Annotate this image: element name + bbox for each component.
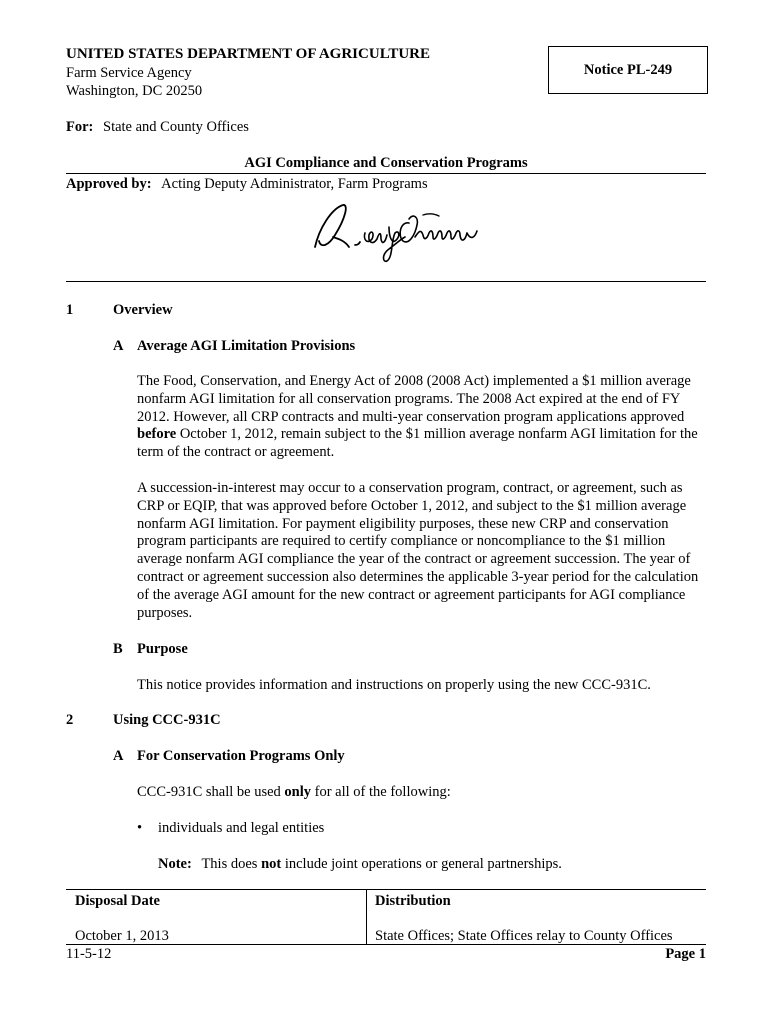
p1-text-end: October 1, 2012, remain subject to the $1 million average nonfarm AGI limitation for the term of the contract or agreement. [137, 426, 698, 461]
section-1a-letter: A [113, 338, 124, 354]
section-2a-title: For Conservation Programs Only [137, 748, 345, 764]
note-label: Note: [158, 856, 192, 872]
title-rule [66, 173, 706, 174]
approved-label: Approved by: [66, 176, 152, 192]
disposal-date-value: October 1, 2013 [75, 928, 169, 944]
notice-box [548, 46, 708, 94]
distribution-value: State Offices; State Offices relay to County Offices [375, 928, 673, 944]
approved-value: Acting Deputy Administrator, Farm Programs [161, 176, 428, 192]
notice-title: AGI Compliance and Conservation Programs [244, 155, 528, 171]
p1-text-start: The Food, Conservation, and Energy Act of 2008 (2008 Act) implemented a $1 million average nonfarm AGI limitation for all conservation programs. The 2008 Act expired at the end of FY 2012. However, all CRP contracts and multi-year conservation program applications approved [137, 373, 691, 425]
s2-text-start: CCC-931C shall be used [137, 784, 285, 800]
signature-image [305, 195, 485, 265]
s2-text-end: for all of the following: [311, 784, 451, 800]
section-2a-paragraph [137, 784, 707, 802]
distribution-label: Distribution [375, 893, 451, 909]
section-1a-title: Average AGI Limitation Provisions [137, 338, 356, 354]
for-value: State and County Offices [103, 119, 249, 135]
section-1b-title: Purpose [137, 641, 188, 657]
issue-date: 11-5-12 [66, 946, 112, 962]
s2-emphasis: only [284, 784, 312, 800]
agency-location: Washington, DC 20250 [66, 83, 203, 99]
bullet-glyph: • [137, 820, 143, 836]
section-1-title: Overview [113, 302, 173, 318]
agency-name: Farm Service Agency [66, 65, 192, 81]
page-number: Page 1 [665, 946, 706, 962]
for-label: For: [66, 119, 94, 135]
section-2-title: Using CCC-931C [113, 712, 221, 728]
approved-line [66, 176, 428, 193]
for-line [66, 119, 249, 136]
section-1b-letter: B [113, 641, 123, 657]
footer-top-rule [66, 889, 706, 890]
note-emphasis: not [261, 856, 282, 872]
section-1a-paragraph-1 [137, 373, 707, 462]
note-line [158, 856, 562, 873]
section-1a-paragraph-2: A succession-in-interest may occur to a conservation program, contract, or agreement, such as CRP or EQIP, that was approved before October 1, 2012, and subject to the $1 million average nonfarm AGI limitation. For payment eligibility purposes, these new CRP and conservation program participants are required to certify compliance or noncompliance to the $1 million average nonfarm AGI compliance the year of the contract or agreement succession. The year of contract or agreement succession also determines the applicable 3-year period for the calculation of the average AGI amount for the new contract or agreement participants for AGI compliance purposes. [137, 480, 699, 621]
footer-divider [366, 889, 367, 944]
note-text-start: This does [201, 856, 262, 872]
notice-number: Notice PL-249 [583, 61, 673, 78]
disposal-date-label: Disposal Date [75, 893, 160, 909]
department-name: UNITED STATES DEPARTMENT OF AGRICULTURE [66, 46, 430, 62]
section-2a-letter: A [113, 748, 124, 764]
signature-rule [66, 281, 706, 282]
section-1-number: 1 [66, 302, 74, 318]
p1-emphasis: before [137, 426, 177, 443]
section-2-number: 2 [66, 712, 74, 728]
note-text-end: include joint operations or general partnerships. [281, 856, 562, 872]
section-1b-paragraph: This notice provides information and instructions on properly using the new CCC-931C. [137, 677, 651, 693]
bullet-item: individuals and legal entities [158, 820, 325, 836]
